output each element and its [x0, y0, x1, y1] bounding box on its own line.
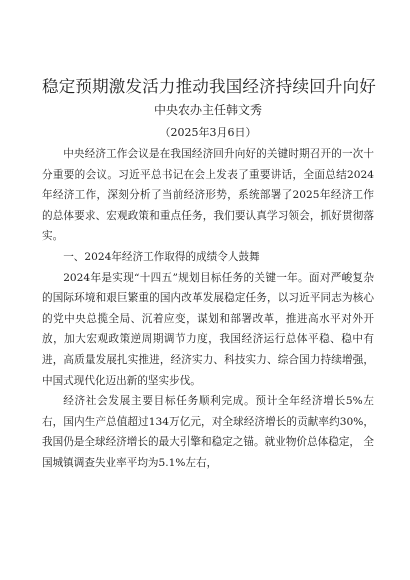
document-date: （2025年3月6日）: [159, 126, 257, 139]
section-heading: 一、2024年经济工作取得的成绩令人鼓舞: [63, 250, 260, 263]
body-paragraph: 中央经济工作会议是在我国经济回升向好的关键时期召开的一次十分重要的会议。习近平总书记在会上发表了重要讲话，全面总结2024年经济工作，深刻分析了当前经济形势，系统部署了2025年经济工作的总体要求、宏观政策和重点任务，我们要认真学习领会，抓好贯彻落实。: [42, 148, 374, 243]
document-title: 稳定预期激发活力推动我国经济持续回升向好: [42, 77, 376, 96]
body-paragraph: 2024年是实现“十四五”规划目标任务的关键一年。面对严峻复杂的国际环境和艰巨繁重的国内改革发展稳定任务，以习近平同志为核心的党中央总揽全局、沉着应变，谋划和部署改革，推进高水平对外开放，加大宏观政策逆周期调节力度，我国经济运行总体平稳、稳中有进，高质量发展扎实推进，经济实力、科技实力、综合国力持续增强，中国式现代化迈出新的坚实步伐。: [42, 271, 374, 387]
document-author: 中央农办主任韩文秀: [153, 103, 262, 117]
document-body: [42, 144, 374, 474]
body-paragraph: 经济社会发展主要目标任务顺利完成。预计全年经济增长5%左右，国内生产总值超过134万亿元，对全球经济增长的贡献率约30%，我国仍是全球经济增长的最大引擎和稳定之锚。就业物价总体稳定， 全国城镇调查失业率平均为5.1%左右，: [42, 395, 374, 469]
